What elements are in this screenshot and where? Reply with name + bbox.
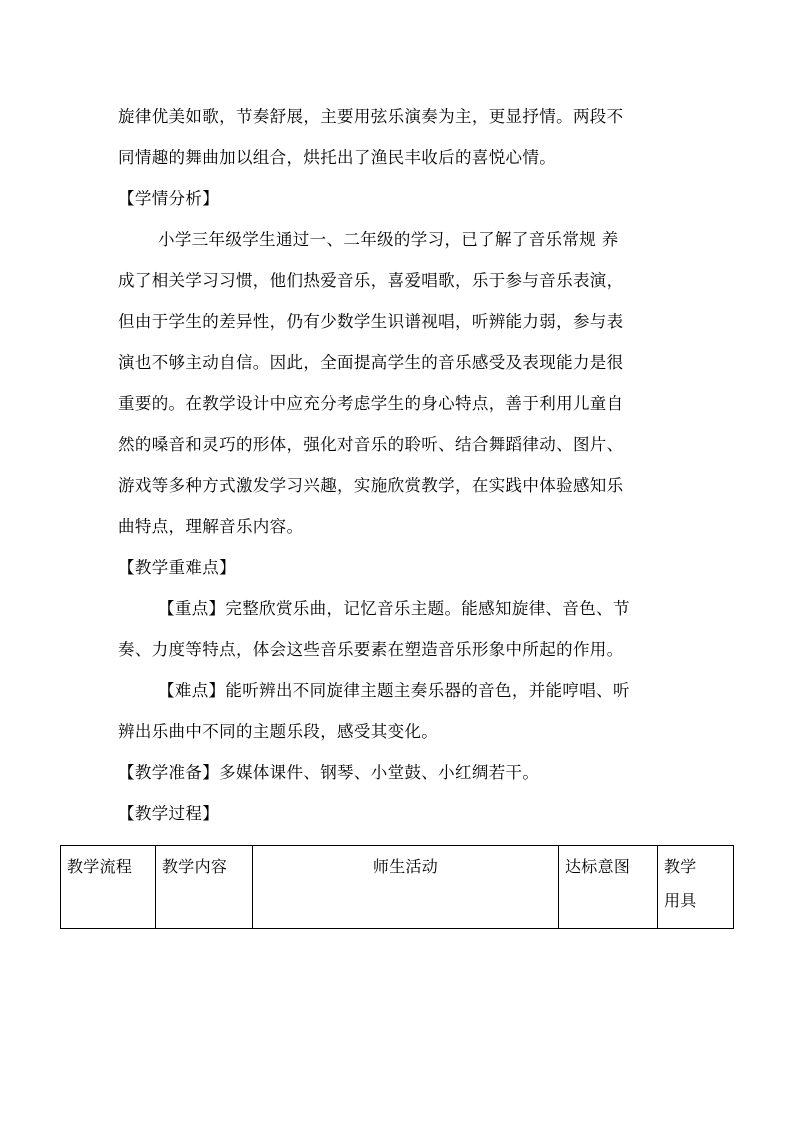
paragraph-line: 重要的。在教学设计中应充分考虑学生的身心特点，善于利用儿童自 [118, 394, 624, 413]
paragraph-line: 但由于学生的差异性，仍有少数学生识谱视唱，听辨能力弱，参与表 [118, 312, 624, 331]
table-header-cell: 教学流程 [61, 846, 156, 929]
paragraph-line: 辨出乐曲中不同的主题乐段，感受其变化。 [118, 722, 439, 741]
paragraph-line: 游戏等多种方式激发学习兴趣，实施欣赏教学，在实践中体验感知乐 [118, 476, 624, 495]
paragraph-line: 奏、力度等特点，体会这些音乐要素在塑造音乐形象中所起的作用。 [118, 640, 624, 659]
section-heading-process: 【教学过程】 [118, 804, 220, 823]
paragraph-line: 成了相关学习习惯，他们热爱音乐，喜爱唱歌，乐于参与音乐表演， [118, 271, 624, 290]
paragraph-line: 同情趣的舞曲加以组合，烘托出了渔民丰收后的喜悦心情。 [118, 148, 557, 167]
table-header-cell: 教学内容 [156, 846, 253, 929]
paragraph-line: 【难点】能听辨出不同旋律主题主奏乐器的音色，并能哼唱、听 [158, 681, 630, 700]
table-header-cell-line: 用具 [664, 891, 697, 910]
paragraph-line: 演也不够主动自信。因此，全面提高学生的音乐感受及表现能力是很 [118, 353, 624, 372]
paragraph-line: 小学三年级学生通过一、二年级的学习，已了解了音乐常规 养 [158, 230, 619, 249]
table-header-cell: 师生活动 [253, 846, 559, 929]
section-heading-preparation: 【教学准备】多媒体课件、钢琴、小堂鼓、小红绸若干。 [118, 763, 540, 782]
table-header-cell-line: 教学 [664, 857, 697, 876]
section-heading-key-points: 【教学重难点】 [118, 558, 236, 577]
paragraph-line: 【重点】完整欣赏乐曲，记忆音乐主题。能感知旋律、音色、节 [158, 599, 630, 618]
table-header-cell: 达标意图 [559, 846, 658, 929]
section-heading-student-analysis: 【学情分析】 [118, 189, 220, 208]
table-header-cell [658, 846, 734, 929]
process-table [60, 845, 734, 929]
paragraph-line: 曲特点，理解音乐内容。 [118, 517, 304, 536]
paragraph-line: 然的嗓音和灵巧的形体，强化对音乐的聆听、结合舞蹈律动、图片、 [118, 435, 624, 454]
paragraph-line: 旋律优美如歌，节奏舒展，主要用弦乐演奏为主，更显抒情。两段不 [118, 107, 624, 126]
table-header-row [61, 846, 734, 929]
